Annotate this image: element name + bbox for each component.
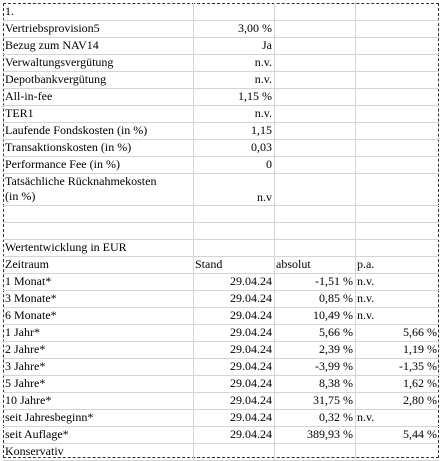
fee-label: Laufende Fondskosten (in %) (5, 123, 148, 137)
stand-cell: 29.04.24 (230, 291, 272, 305)
absolute-cell: -1,51 % (315, 274, 353, 288)
period-cell: 1 Jahr* (5, 325, 40, 339)
column-gridline (193, 3, 194, 460)
fee-value: n.v. (254, 55, 272, 69)
period-cell: 2 Jahre* (5, 342, 46, 356)
performance-row (3, 341, 439, 359)
period-cell: 3 Monate* (5, 291, 57, 305)
fee-value: 3,00 % (238, 21, 272, 35)
fee-row (3, 88, 439, 106)
fee-label: Vertriebsprovision5 (5, 21, 100, 35)
fee-label: Performance Fee (in %) (5, 157, 120, 171)
fee-value: 0 (266, 157, 272, 171)
stand-cell: 29.04.24 (230, 359, 272, 373)
spreadsheet (3, 3, 439, 458)
absolute-cell: 31,75 % (313, 393, 353, 407)
fee-row (3, 105, 439, 123)
fee-label: Verwaltungsvergütung (5, 55, 114, 69)
fee-row (3, 122, 439, 140)
performance-row (3, 358, 439, 376)
column-gridline (355, 3, 356, 460)
header-row (3, 3, 439, 21)
header-pa: p.a. (357, 257, 375, 271)
period-cell: 10 Jahre* (5, 393, 52, 407)
empty-row (3, 205, 439, 223)
absolute-cell: 389,93 % (307, 427, 353, 441)
fee-value: 1,15 (251, 123, 272, 137)
redemption-row (3, 173, 439, 206)
stand-cell: 29.04.24 (230, 376, 272, 390)
pa-cell: n.v. (357, 308, 375, 322)
stand-cell: 29.04.24 (230, 410, 272, 424)
fee-row (3, 54, 439, 72)
stand-cell: 29.04.24 (230, 393, 272, 407)
fee-value: 0,03 (251, 140, 272, 154)
performance-row (3, 307, 439, 325)
period-cell: 1 Monat* (5, 274, 52, 288)
fee-value: n.v. (254, 106, 272, 120)
pa-cell: n.v. (357, 410, 375, 424)
absolute-cell: -3,99 % (315, 359, 353, 373)
fee-label: Transaktionskosten (in %) (5, 140, 132, 154)
fee-row (3, 20, 439, 38)
performance-header-row (3, 256, 439, 274)
pa-cell: 5,66 % (403, 325, 437, 339)
pa-cell: 1,62 % (403, 376, 437, 390)
stand-cell: 29.04.24 (230, 342, 272, 356)
stand-cell: 29.04.24 (230, 308, 272, 322)
stand-cell: 29.04.24 (230, 427, 272, 441)
pa-cell: -1,35 % (399, 359, 437, 373)
header-period: Zeitraum (5, 257, 49, 271)
absolute-cell: 2,39 % (319, 342, 353, 356)
pa-cell: n.v. (357, 291, 375, 305)
fee-value: Ja (262, 38, 272, 52)
period-cell: seit Auflage* (5, 427, 69, 441)
pa-cell: 5,44 % (403, 427, 437, 441)
strategy-label: Konservativ (5, 444, 64, 458)
absolute-cell: 5,66 % (319, 325, 353, 339)
period-cell: 5 Jahre* (5, 376, 46, 390)
pa-cell: 2,80 % (403, 393, 437, 407)
performance-row (3, 426, 439, 444)
fee-value: 1,15 % (238, 89, 272, 103)
period-cell: 6 Monate* (5, 308, 57, 322)
absolute-cell: 10,49 % (313, 308, 353, 322)
redemption-value: n.v (257, 190, 272, 204)
performance-row (3, 324, 439, 342)
performance-title-row (3, 239, 439, 257)
fee-label: Depotbankvergütung (5, 72, 107, 86)
fee-row (3, 37, 439, 55)
pa-cell: n.v. (357, 274, 375, 288)
fee-row (3, 156, 439, 174)
fee-value: n.v. (254, 72, 272, 86)
column-gridline (274, 3, 275, 460)
performance-row (3, 392, 439, 410)
period-cell: seit Jahresbeginn* (5, 410, 94, 424)
performance-row (3, 409, 439, 427)
redemption-label: Tatsächliche Rücknahmekosten (in %) (5, 174, 157, 203)
stand-cell: 29.04.24 (230, 325, 272, 339)
period-cell: 3 Jahre* (5, 359, 46, 373)
pa-cell: 1,19 % (403, 342, 437, 356)
fee-label: TER1 (5, 106, 34, 120)
absolute-cell: 0,32 % (319, 410, 353, 424)
fee-label: Bezug zum NAV14 (5, 38, 99, 52)
fee-row (3, 139, 439, 157)
performance-title: Wertentwicklung in EUR (5, 240, 127, 254)
stand-cell: 29.04.24 (230, 274, 272, 288)
performance-row (3, 290, 439, 308)
header-stand: Stand (195, 257, 223, 271)
performance-row (3, 273, 439, 291)
empty-row (3, 222, 439, 240)
header-absolute: absolut (276, 257, 311, 271)
absolute-cell: 0,85 % (319, 291, 353, 305)
fee-row (3, 71, 439, 89)
absolute-cell: 8,38 % (319, 376, 353, 390)
section-index: 1. (5, 4, 14, 18)
fee-label: All-in-fee (5, 89, 53, 103)
footer-row (3, 443, 439, 461)
performance-row (3, 375, 439, 393)
